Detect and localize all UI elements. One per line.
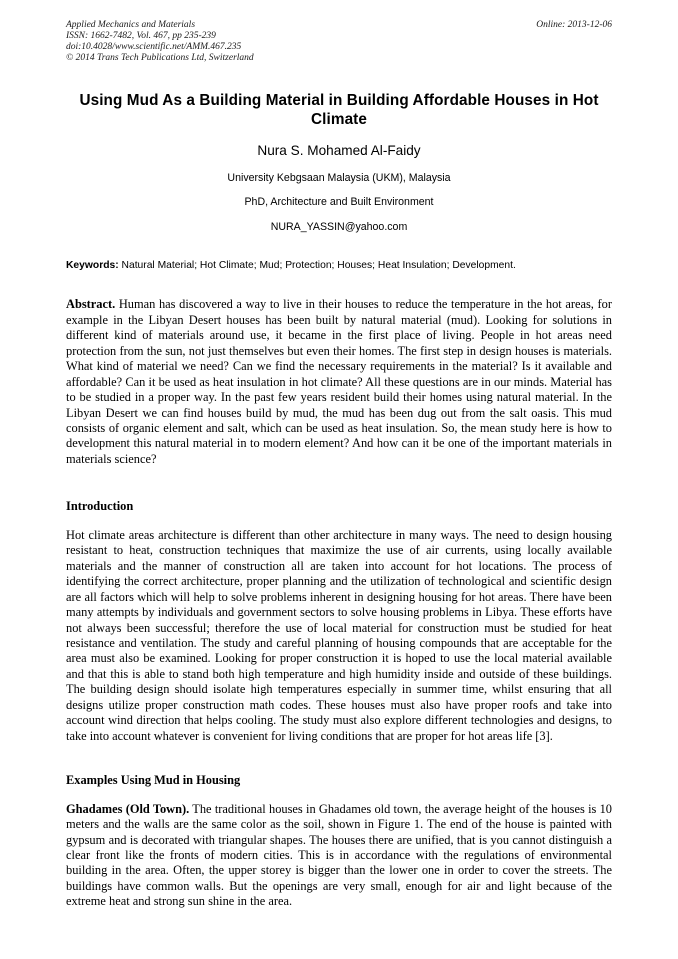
section-heading-examples: Examples Using Mud in Housing	[66, 773, 241, 788]
author-email: NURA_YASSIN@yahoo.com	[270, 220, 408, 233]
author-department: PhD, Architecture and Built Environment	[244, 196, 434, 209]
issn-volume-pages: ISSN: 1662-7482, Vol. 467, pp 235-239	[66, 30, 216, 41]
introduction-paragraph: Hot climate areas architecture is different than other architecture in many ways. The need to design housing resistant to heat, construction techniques that maximize the use of air currents, using locally available materials and the manner of construction all are taken into account for hot locations. The process of identifying the correct architecture, proper planning and the utilization of technological and scientific design are all factors which will help to solve problems inherent in designing housing for hot areas. There have been many attempts by individuals and government sectors to solve housing problems in Libya. These efforts have not always been successful; therefore the use of local material for construction must be studied for heat resistance and ventilation. The study and careful planning of housing compounds that are acceptable for the area must also be examined. Looking for proper construction it is hoped to use the local material available and that this is able to stand both high temperature and high humidity inside and outside of these buildings. The building design should isolate high temperatures especially in summer time, whilst ensuring that all designs utilize proper construction math codes. These houses must also have proper roofs and take into account wind direction that helps cooling. The study must also explore different technologies and designs, to take into account whatever is convenient for living conditions that are proper for hot areas life [3].	[66, 527, 612, 743]
ghadames-body: The traditional houses in Ghadames old town, the average height of the houses is 10 meters and the walls are the same color as the soil, shown in Figure 1. The end of the house is painted with gypsum and is decorated with triangular shapes. The houses there are unified, that is you cannot distinguish a clear front like the fronts of modern cities. This is in accordance with the regulations of environmental building in the area. Often, the upper storey is bigger than the lower one in order to cover the streets. The buildings have common walls. But the openings are very small, enough for air and light because of the extreme heat and strong sun shine in the area.	[66, 801, 612, 909]
ghadames-paragraph	[66, 802, 612, 910]
section-heading-introduction: Introduction	[66, 499, 134, 514]
author-name: Nura S. Mohamed Al-Faidy	[257, 142, 421, 158]
keywords-label: Keywords:	[66, 260, 119, 272]
author-affiliation: University Kebgsaan Malaysia (UKM), Malaysia	[227, 171, 451, 184]
author-block	[66, 143, 612, 234]
abstract-body: Human has discovered a way to live in their houses to reduce the temperature in the hot areas, for example in the Libyan Desert houses has been built by natural material (mud). Looking for solutions in different kind of materials around use, it became in the first place of living. People in hot areas need protection from the sun, not just themselves but even their homes. The first step in design houses is materials. What kind of material we need? Can we find the necessary requirements in the material? Is it available and affordable? Can it be used as heat insulation in hot climate? All these questions are in our minds. Material has to be studied in a proper way. In the past few years resident build their homes using natural material. In the Libyan Desert we can find houses build by mud, the mud has been dug out from the salt oasis. This mud consists of organic element and salt, which can be used as heat insulation. So, the mean study here is how to development this natural material in to modern element? And how can it be one of the important materials in materials science?	[66, 297, 612, 466]
doi-line: doi:10.4028/www.scientific.net/AMM.467.235	[66, 41, 242, 52]
masthead-left-block	[66, 20, 612, 64]
copyright-line: © 2014 Trans Tech Publications Ltd, Switzerland	[66, 52, 254, 63]
paper-title: Using Mud As a Building Material in Building Affordable Houses in Hot Climate	[79, 91, 599, 129]
running-header	[66, 20, 612, 64]
keywords-line	[66, 259, 612, 272]
ghadames-label: Ghadames (Old Town).	[66, 801, 190, 816]
abstract-paragraph	[66, 297, 612, 467]
online-publication-date: Online: 2013-12-06	[536, 20, 612, 30]
keywords-value: Natural Material; Hot Climate; Mud; Protection; Houses; Heat Insulation; Development.	[121, 260, 516, 272]
abstract-label: Abstract.	[66, 297, 116, 312]
journal-name: Applied Mechanics and Materials	[66, 20, 196, 30]
